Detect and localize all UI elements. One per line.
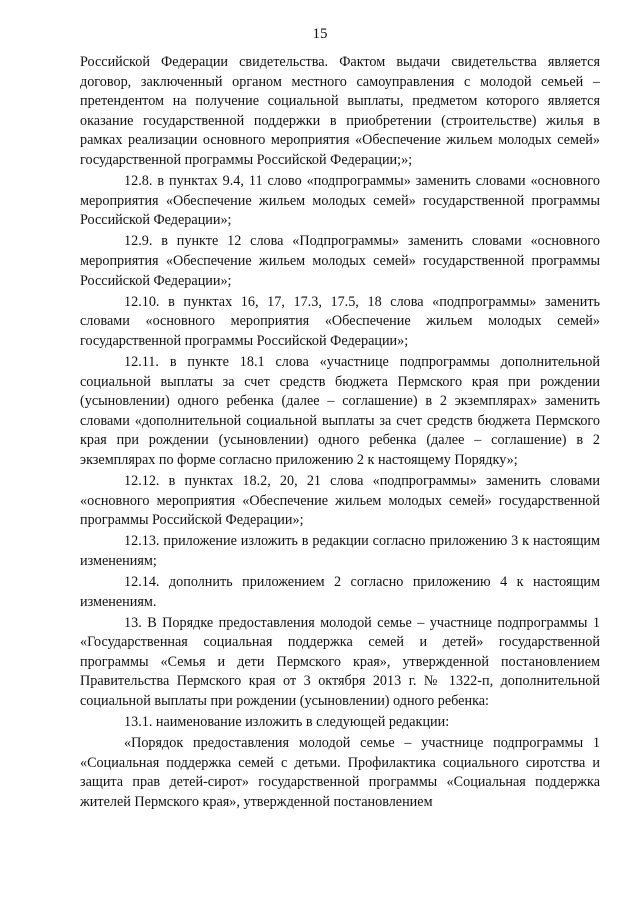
paragraph-item-13-1: 13.1. наименование изложить в следующей редакции: bbox=[124, 714, 450, 731]
paragraph-item-12-12: 12.12. в пунктах 18.2, 20, 21 слова «подпрограммы» заменить словами «основного мероприятия «Обеспечение жильем молодых семей» государственной программы Российской Федерации»; bbox=[80, 472, 600, 529]
paragraph-continuation: Российской Федерации свидетельства. Фактом выдачи свидетельства является договор, заключенный органом местного самоуправления с молодой семьей – претендентом на получение социальной выплаты, предметом которого является оказание государственной поддержки в приобретении (строительстве) жилья в рамках реализации основного мероприятия «Обеспечение жильем молодых семей» государственной программы Российской Федерации;»; bbox=[80, 54, 600, 168]
paragraph-item-12-9: 12.9. в пункте 12 слова «Подпрограммы» заменить словами «основного мероприятия «Обеспечение жильем молодых семей» государственной программы Российской Федерации»; bbox=[80, 233, 600, 289]
paragraph-item-12-14: 12.14. дополнить приложением 2 согласно приложению 4 к настоящим изменениям. bbox=[80, 573, 600, 610]
paragraph-item-13: 13. В Порядке предоставления молодой семье – участнице подпрограммы 1 «Государственная социальная поддержка семей и детей» государственной программы «Семья и дети Пермского края», утвержденной постановлением Правительства Пермского края от 3 октября 2013 г. № 1322-п, дополнительной социальной выплаты при рождении (усыновлении) одного ребенка: bbox=[80, 614, 600, 709]
paragraph-quote-title: «Порядок предоставления молодой семье – участнице подпрограммы 1 «Социальная поддержка семей с детьми. Профилактика социального сиротства и защита прав детей-сирот» государственной программы «Социальная поддержка жителей Пермского края», утвержденной постановлением bbox=[80, 735, 600, 810]
page-number: 15 bbox=[312, 26, 328, 42]
paragraph-item-12-13: 12.13. приложение изложить в редакции согласно приложению 3 к настоящим изменениям; bbox=[80, 533, 600, 569]
paragraph-item-12-11: 12.11. в пункте 18.1 слова «участнице подпрограммы дополнительной социальной выплаты за счет средств бюджета Пермского края при рождении (усыновлении) одного ребенка (далее – соглашение) в 2 экземплярах» заменить словами «дополнительной социальной выплаты за счет средств бюджета Пермского края при рождении (усыновлении) одного ребенка (далее – соглашение) в 2 экземплярах по форме согласно приложению 2 к настоящему Порядку»; bbox=[80, 353, 600, 468]
paragraph-item-12-10: 12.10. в пунктах 16, 17, 17.3, 17.5, 18 слова «подпрограммы» заменить словами «основного мероприятия «Обеспечение жильем молодых семей» государственной программы Российской Федерации»; bbox=[80, 293, 600, 349]
document-body bbox=[80, 53, 600, 813]
paragraph-item-12-8: 12.8. в пунктах 9.4, 11 слово «подпрограммы» заменить словами «основного мероприятия «Обеспечение жильем молодых семей» государственной программы Российской Федерации»; bbox=[80, 173, 600, 229]
